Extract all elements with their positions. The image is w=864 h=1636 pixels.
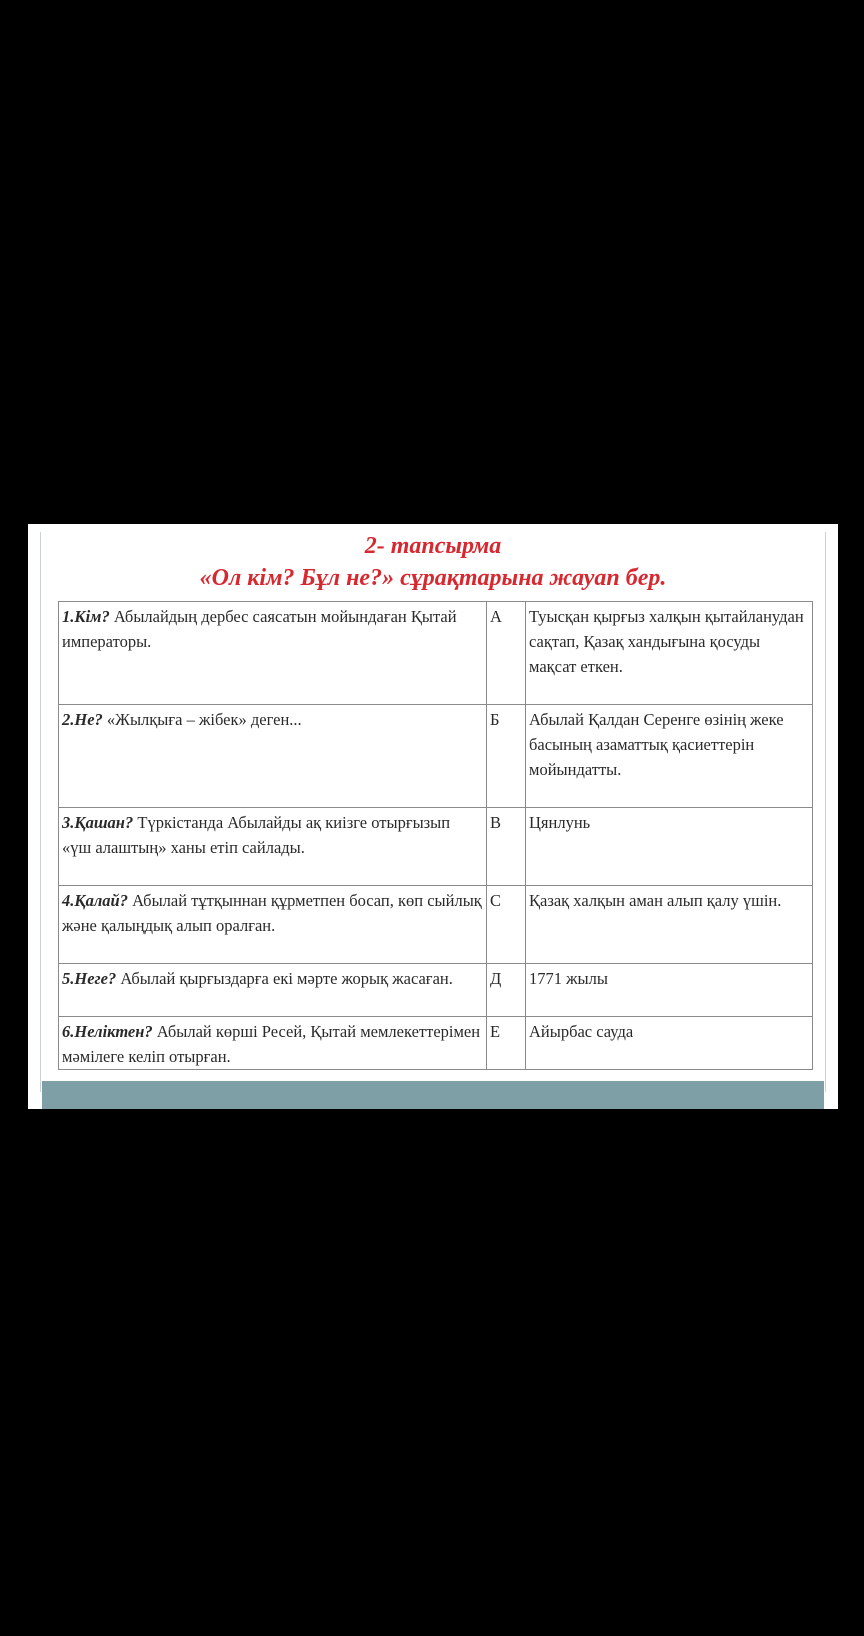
question-text: «Жылқыға – жібек» деген... — [102, 710, 302, 729]
slide-footer-band — [42, 1081, 824, 1109]
question-text: Түркістанда Абылайды ақ киізге отырғызып «үш алаштың» ханы етіп сайлады. — [62, 813, 451, 857]
table-row — [59, 602, 813, 705]
question-label: 1.Кім? — [62, 607, 110, 626]
matching-table — [58, 601, 813, 1070]
question-label: 2.Не? — [62, 710, 103, 729]
question-cell — [59, 705, 487, 808]
question-label: 5.Неге? — [62, 969, 117, 988]
task-title: 2- тапсырма — [364, 533, 502, 559]
table-row — [59, 705, 813, 808]
task-slide — [28, 524, 838, 1109]
question-cell — [59, 964, 487, 1017]
answer-cell: Туысқан қырғыз халқын қытайланудан сақтап, Қазақ хандығына қосуды мақсат еткен. — [526, 602, 813, 705]
question-cell — [59, 602, 487, 705]
question-label: 3.Қашан? — [62, 813, 134, 832]
answer-cell: Цянлунь — [526, 808, 813, 886]
question-cell — [59, 1017, 487, 1070]
table-row — [59, 886, 813, 964]
answer-cell: Абылай Қалдан Серенге өзінің жеке басының азаматтық қасиеттерін мойындатты. — [526, 705, 813, 808]
slide-border-left — [40, 532, 41, 1092]
letter-cell: Д — [487, 964, 526, 1017]
table-row — [59, 1017, 813, 1070]
question-label: 6.Неліктен? — [62, 1022, 153, 1041]
letter-cell: В — [487, 808, 526, 886]
answer-cell: Қазақ халқын аман алып қалу үшін. — [526, 886, 813, 964]
question-text: Абылай көрші Ресей, Қытай мемлекеттерімен мәмілеге келіп отырған. — [62, 1022, 481, 1066]
question-label: 4.Қалай? — [62, 891, 128, 910]
question-text: Абылай қырғыздарға екі мәрте жорық жасаған. — [116, 969, 453, 988]
question-cell — [59, 886, 487, 964]
answer-cell: 1771 жылы — [526, 964, 813, 1017]
table-row — [59, 964, 813, 1017]
letter-cell: А — [487, 602, 526, 705]
task-instruction: «Ол кім? Бұл не?» сұрақтарына жауап бер. — [199, 565, 667, 591]
table-row — [59, 808, 813, 886]
letter-cell: С — [487, 886, 526, 964]
slide-border-right — [825, 532, 826, 1092]
answer-cell: Айырбас сауда — [526, 1017, 813, 1070]
question-text: Абылай тұтқыннан құрметпен босап, көп сыйлық және қалыңдық алып оралған. — [62, 891, 482, 935]
question-text: Абылайдың дербес саясатын мойындаған Қытай императоры. — [62, 607, 457, 651]
question-cell — [59, 808, 487, 886]
letter-cell: Е — [487, 1017, 526, 1070]
letter-cell: Б — [487, 705, 526, 808]
